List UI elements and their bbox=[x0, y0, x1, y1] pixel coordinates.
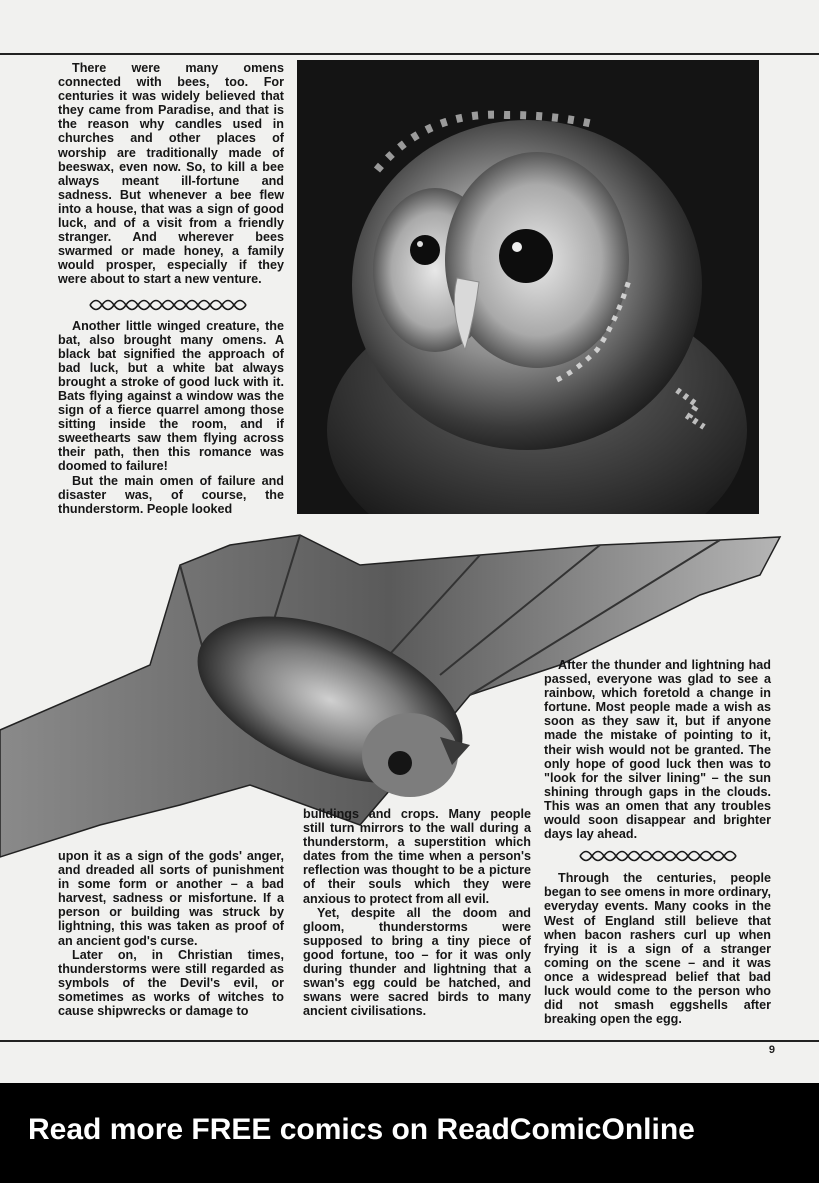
article-column-3 bbox=[544, 658, 771, 1026]
christian-times-paragraph: Later on, in Christian times, thunderstorms were still regarded as symbols of the Devil's evil, or sometimes as works of witches to cause shipwrecks or damage to bbox=[58, 947, 284, 1019]
rainbow-paragraph: After the thunder and lightning had passed, everyone was glad to see a rainbow, which foretold a change in fortune. Most people made a wish as soon as they saw it, but if anyone made the mistake of pointing to it, their wish would not be granted. The only hope of good luck then was to "look for the silver lining" – the sun shining through gaps in the clouds. This was an omen that any troubles would soon disappear and brighter days lay ahead. bbox=[544, 658, 771, 842]
page-number: 9 bbox=[768, 1044, 775, 1056]
owl-photo bbox=[297, 60, 759, 514]
promo-banner[interactable] bbox=[0, 1083, 819, 1183]
bat-paragraph: Another little winged creature, the bat, also brought many omens. A black bat signified the approach of bad luck, but a white bat always brought a stroke of good luck with it. Bats flying against a window was the sign of a fierce quarrel among those sitting inside the room, and if sweethearts saw them flying across their path, then this romance was doomed to failure! bbox=[58, 318, 284, 474]
swans-paragraph: Yet, despite all the doom and gloom, thunderstorms were supposed to bring a tiny piece of good fortune, too – for it was only during thunder and lightning that a swan's egg could be hatched, and swans were sacred birds to many ancient civilisations. bbox=[303, 905, 531, 1019]
top-rule bbox=[0, 53, 819, 55]
everyday-omens-paragraph: Through the centuries, people began to see omens in more ordinary, everyday events. Many cooks in the West of England still believe that when bacon rashers curl up when frying it is a sign of a stranger coming on the scene – and it was once a widespread belief that bad luck would come to the person who did not smash eggshells after breaking open the egg. bbox=[544, 871, 771, 1027]
bottom-rule bbox=[0, 1040, 819, 1042]
promo-banner-link[interactable]: Read more FREE comics on ReadComicOnline bbox=[28, 1113, 695, 1146]
wave-divider-icon bbox=[58, 291, 284, 313]
wave-divider-icon bbox=[544, 844, 771, 866]
thunderstorm-paragraph: But the main omen of failure and disaster was, of course, the thunderstorm. People looked bbox=[58, 473, 284, 516]
article-column-1-bottom bbox=[58, 849, 284, 1018]
bees-paragraph: There were many omens connected with bees, too. For centuries it was widely believed that they came from Paradise, and that is the reason why candles used in churches and other places of worship are traditionally made of beeswax, even now. So, to kill a bee always meant ill-fortune and sadness. But whenever a bee flew into a house, that was a sign of good luck, and of a visit from a friendly stranger. And wherever bees swarmed or made honey, a family would prosper, especially if they were about to start a new venture. bbox=[58, 61, 284, 287]
gods-anger-paragraph: upon it as a sign of the gods' anger, and dreaded all sorts of punishment in some form or another – a bad harvest, sadness or misfortune. If a person or building was struck by lightning, this was taken as proof of an ancient god's curse. bbox=[58, 849, 284, 948]
article-column-1 bbox=[58, 61, 284, 516]
article-column-2 bbox=[303, 807, 531, 1018]
mirrors-paragraph: buildings and crops. Many people still turn mirrors to the wall during a thunderstorm, a superstition which dates from the time when a person's reflection was thought to be a picture of their souls which they were anxious to protect from all evil. bbox=[303, 807, 531, 906]
